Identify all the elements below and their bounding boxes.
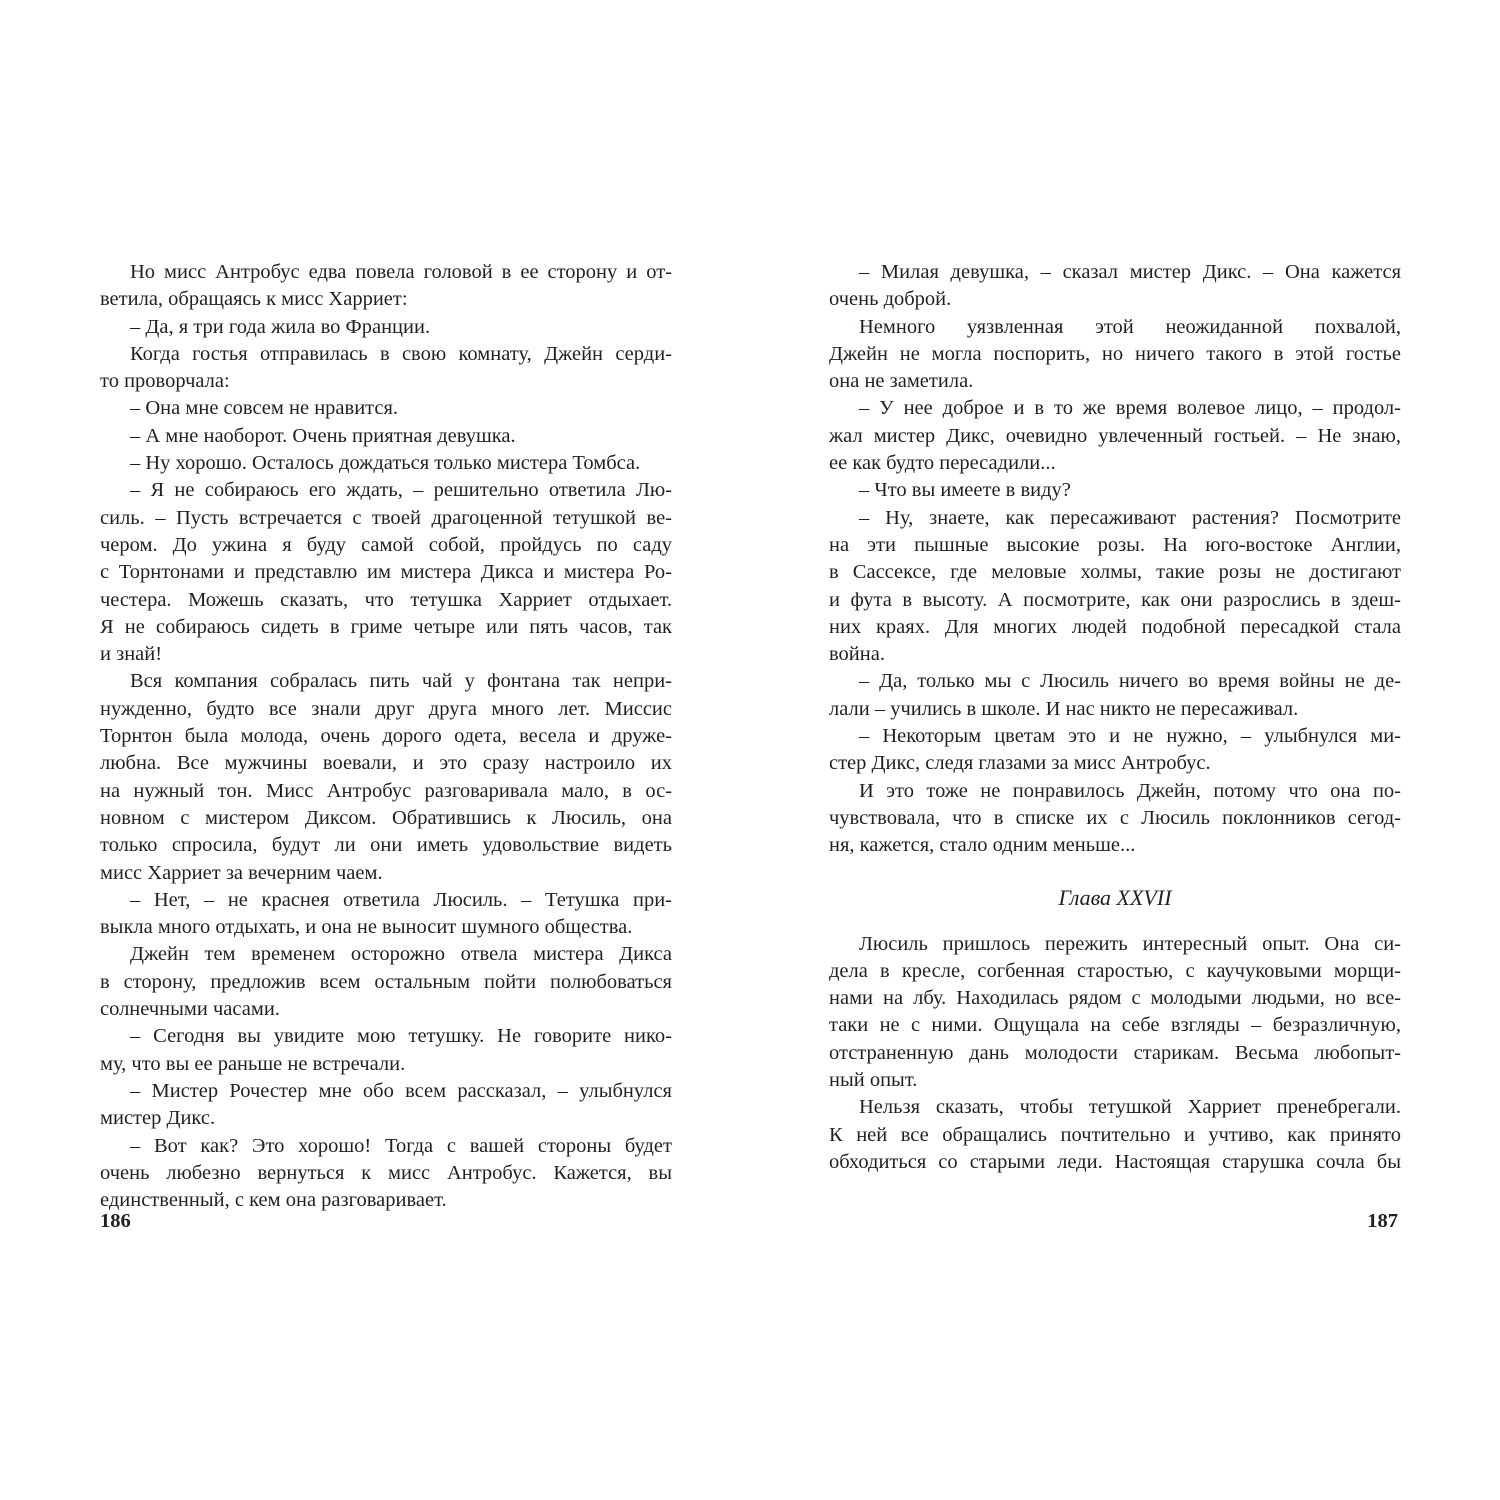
text-line: них краях. Для многих людей подобной пересадкой стала (829, 615, 1401, 638)
text-line: – Что вы имеете в виду? (859, 479, 1071, 502)
text-line: любна. Все мужчины воевали, и это сразу настроило их (100, 752, 672, 775)
text-line: – Вот как? Это хорошо! Тогда с вашей стороны будет (130, 1134, 672, 1157)
text-line: отстраненную дань молодости старикам. Весьма любопыт- (829, 1041, 1401, 1064)
text-line: – Ну хорошо. Осталось дождаться только мистера Томбса. (130, 452, 641, 475)
text-line: единственный, с кем она разговаривает. (100, 1189, 447, 1212)
text-line: ветила, обращаясь к мисс Харриет: (100, 288, 408, 311)
text-line: силь. – Пусть встречается с твоей драгоценной тетушкой ве- (100, 506, 672, 529)
text-line: мисс Харриет за вечерним чаем. (100, 861, 383, 884)
text-line: – А мне наоборот. Очень приятная девушка. (130, 424, 516, 447)
text-line: Нельзя сказать, чтобы тетушкой Харриет пренебрегали. (859, 1096, 1401, 1119)
text-line: жал мистер Дикс, очевидно увлеченный гостьей. – Не знаю, (829, 424, 1401, 447)
text-line: ня, кажется, стало одним меньше... (829, 834, 1136, 857)
text-line: война. (829, 643, 885, 666)
text-line: дела в кресле, согбенная старостью, с каучуковыми морщи- (829, 959, 1401, 982)
text-line: только спросила, будут ли они иметь удовольствие видеть (100, 834, 672, 857)
text-line: в сторону, предложив всем остальным пойти полюбоваться (100, 970, 672, 993)
text-line: новном с мистером Диксом. Обратившись к Люсиль, она (100, 806, 672, 829)
text-line: с Торнтонами и представлю им мистера Дикса и мистера Ро- (100, 561, 672, 584)
text-line: обходиться со старыми леди. Настоящая старушка сочла бы (829, 1150, 1401, 1173)
text-line: Джейн не могла поспорить, но ничего такого в этой гостье (829, 342, 1401, 365)
text-line: нужденно, будто все знали друг друга много лет. Миссис (100, 697, 672, 720)
text-line: она не заметила. (829, 370, 974, 393)
text-line: очень любезно вернуться к мисс Антробус. Кажется, вы (100, 1161, 672, 1184)
text-line: мистер Дикс. (100, 1107, 216, 1130)
text-line: и знай! (100, 643, 163, 666)
text-line: – У нее доброе и в то же время волевое лицо, – продол- (859, 397, 1401, 420)
text-line: му, что вы ее раньше не встречали. (100, 1052, 406, 1075)
text-line: – Она мне совсем не нравится. (130, 397, 399, 420)
chapter-heading: Глава XXVII (1058, 884, 1172, 910)
text-line: – Сегодня вы увидите мою тетушку. Не говорите нико- (130, 1025, 672, 1048)
text-line: на нужный тон. Мисс Антробус разговаривала мало, в ос- (100, 779, 672, 802)
text-line: – Да, только мы с Люсиль ничего во время войны не де- (859, 670, 1401, 693)
text-line: И это тоже не понравилось Джейн, потому что она по- (859, 779, 1401, 802)
text-line: Торнтон была молода, очень дорого одета, весела и друже- (100, 725, 672, 748)
text-line: – Мистер Рочестер мне обо всем рассказал, – улыбнулся (130, 1079, 672, 1102)
text-line: очень доброй. (829, 288, 952, 311)
text-line: – Милая девушка, – сказал мистер Дикс. – Она кажется (859, 261, 1401, 283)
text-line: – Нет, – не краснея ответила Люсиль. – Тетушка при- (130, 888, 672, 911)
text-line: чером. До ужина я буду самой собой, пройдусь по саду (100, 533, 672, 556)
text-line: Немного уязвленная этой неожиданной похвалой, (859, 315, 1401, 338)
text-line: таки не с ними. Ощущала на себе взгляды – безразличную, (829, 1014, 1401, 1037)
text-line: Я не собираюсь сидеть в гриме четыре или пять часов, так (100, 615, 672, 638)
page-number-right: 187 (1367, 1210, 1398, 1232)
text-line: Люсиль пришлось пережить интересный опыт. Она си- (859, 932, 1401, 955)
text-line: на эти пышные высокие розы. На юго-востоке Англии, (829, 533, 1401, 556)
text-line: честера. Можешь сказать, что тетушка Харриет отдыхает. (100, 588, 672, 611)
text-line: в Сассексе, где меловые холмы, такие розы не достигают (829, 561, 1401, 584)
text-line: – Да, я три года жила во Франции. (130, 315, 431, 338)
text-line: ный опыт. (829, 1069, 918, 1092)
text-line: стер Дикс, следя глазами за мисс Антробус. (829, 752, 1211, 775)
text-line: и фута в высоту. А посмотрите, как они разрослись в здеш- (829, 588, 1401, 611)
right-page-text (829, 259, 1401, 1176)
text-line: лали – учились в школе. И нас никто не пересаживал. (829, 697, 1299, 720)
text-line: чувствовала, что в списке их с Люсиль поклонников сегод- (829, 806, 1401, 829)
text-line: то проворчала: (100, 370, 230, 393)
text-line: выкла много отдыхать, и она не выносит шумного общества. (100, 916, 633, 939)
text-line: – Ну, знаете, как пересаживают растения? Посмотрите (859, 506, 1401, 529)
text-line: ее как будто пересадили... (829, 452, 1056, 475)
text-line: К ней все обращались почтительно и учтиво, как принято (829, 1123, 1401, 1146)
text-line: Но мисс Антробус едва повела головой в ее сторону и от- (130, 261, 672, 283)
text-line: солнечными часами. (100, 998, 280, 1021)
page-number-left: 186 (100, 1210, 131, 1232)
text-line: нами на лбу. Находилась рядом с молодыми людьми, но все- (829, 987, 1401, 1010)
left-page-text (100, 259, 672, 1214)
text-line: – Я не собираюсь его ждать, – решительно ответила Лю- (130, 479, 672, 502)
text-line: Джейн тем временем осторожно отвела мистера Дикса (130, 943, 672, 966)
text-line: – Некоторым цветам это и не нужно, – улыбнулся ми- (859, 725, 1401, 748)
text-line: Когда гостья отправилась в свою комнату, Джейн серди- (130, 342, 672, 365)
text-line: Вся компания собралась пить чай у фонтана так непри- (130, 670, 672, 693)
